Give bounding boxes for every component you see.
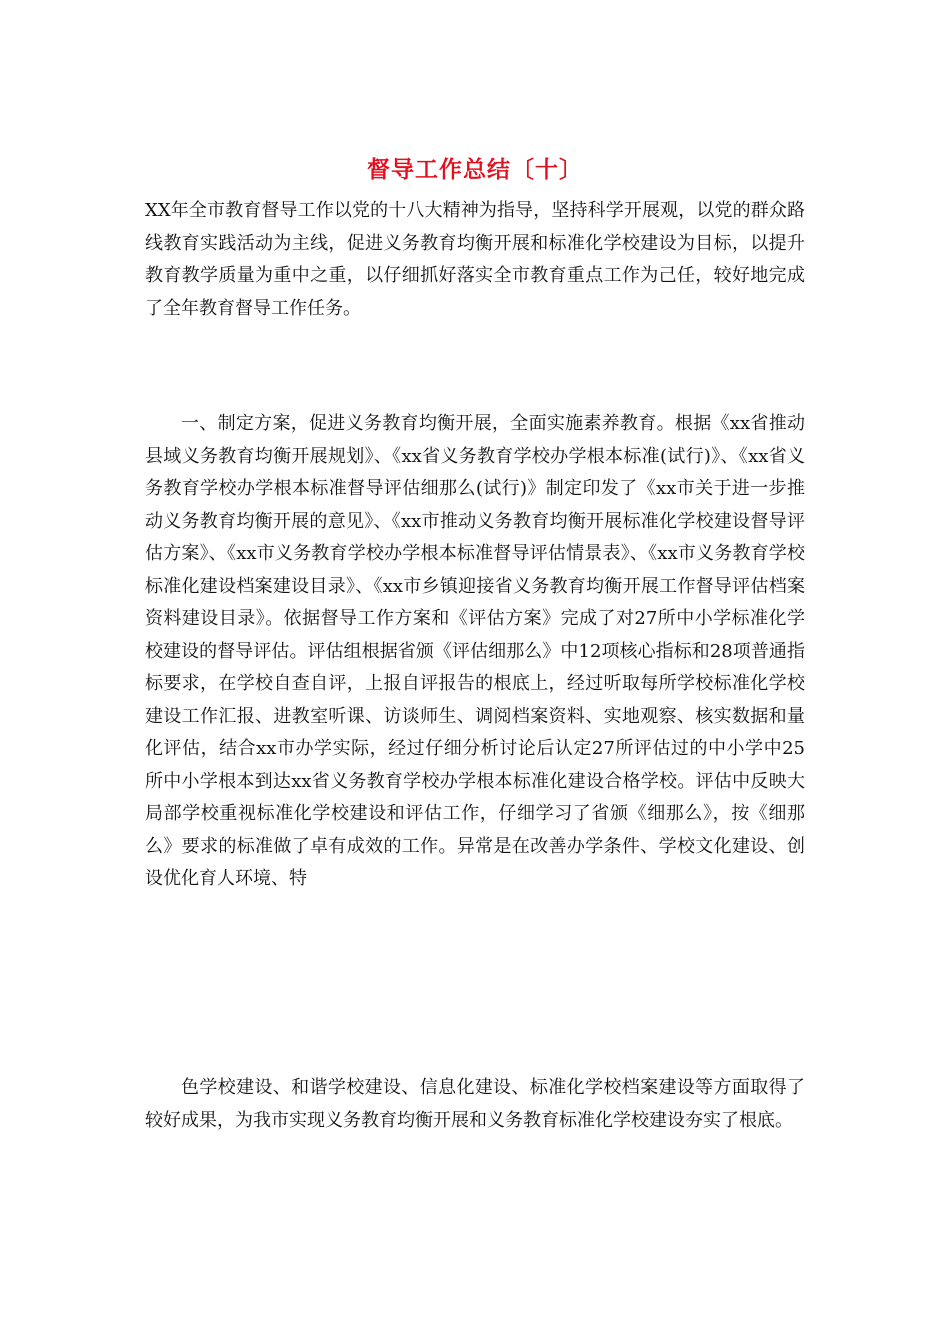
section-one-paragraph: 一、制定方案，促进义务教育均衡开展，全面实施素养教育。根据《xx省推动县域义务教育均衡开展规划》、《xx省义务教育学校办学根本标准(试行)》、《xx省义务教育学校办学根本标准督导评估细那么(试行)》制定印发了《xx市关于进一步推动义务教育均衡开展的意见》、《xx市推动义务教育均衡开展标准化学校建设督导评估方案》、《xx市义务教育学校办学根本标准督导评估情景表》、《xx市义务教育学校标准化建设档案建设目录》、《xx市乡镇迎接省义务教育均衡开展工作督导评估档案资料建设目录》。依据督导工作方案和《评估方案》完成了对27所中小学标准化学校建设的督导评估。评估组根据省颁《评估细那么》中12项核心指标和28项普通指标要求，在学校自查自评，上报自评报告的根底上，经过听取每所学校标准化学校建设工作汇报、进教室听课、访谈师生、调阅档案资料、实地观察、核实数据和量化评估，结合xx市办学实际，经过仔细分析讨论后认定27所评估过的中小学中25所中小学根本到达xx省义务教育学校办学根本标准化建设合格学校。评估中反映大局部学校重视标准化学校建设和评估工作，仔细学习了省颁《细那么》，按《细那么》要求的标准做了卓有成效的工作。异常是在改善办学条件、学校文化建设、创设优化育人环境、特 bbox=[145, 413, 805, 889]
document-title: 督导工作总结〔十〕 bbox=[367, 156, 583, 183]
intro-paragraph: XX年全市教育督导工作以党的十八大精神为指导，坚持科学开展观，以党的群众路线教育实践活动为主线，促进义务教育均衡开展和标准化学校建设为目标，以提升教育教学质量为重中之重，以仔细抓好落实全市教育重点工作为己任，较好地完成了全年教育督导工作任务。 bbox=[145, 200, 805, 319]
continuation-paragraph: 色学校建设、和谐学校建设、信息化建设、标准化学校档案建设等方面取得了较好成果，为我市实现义务教育均衡开展和义务教育标准化学校建设夯实了根底。 bbox=[145, 1077, 805, 1131]
